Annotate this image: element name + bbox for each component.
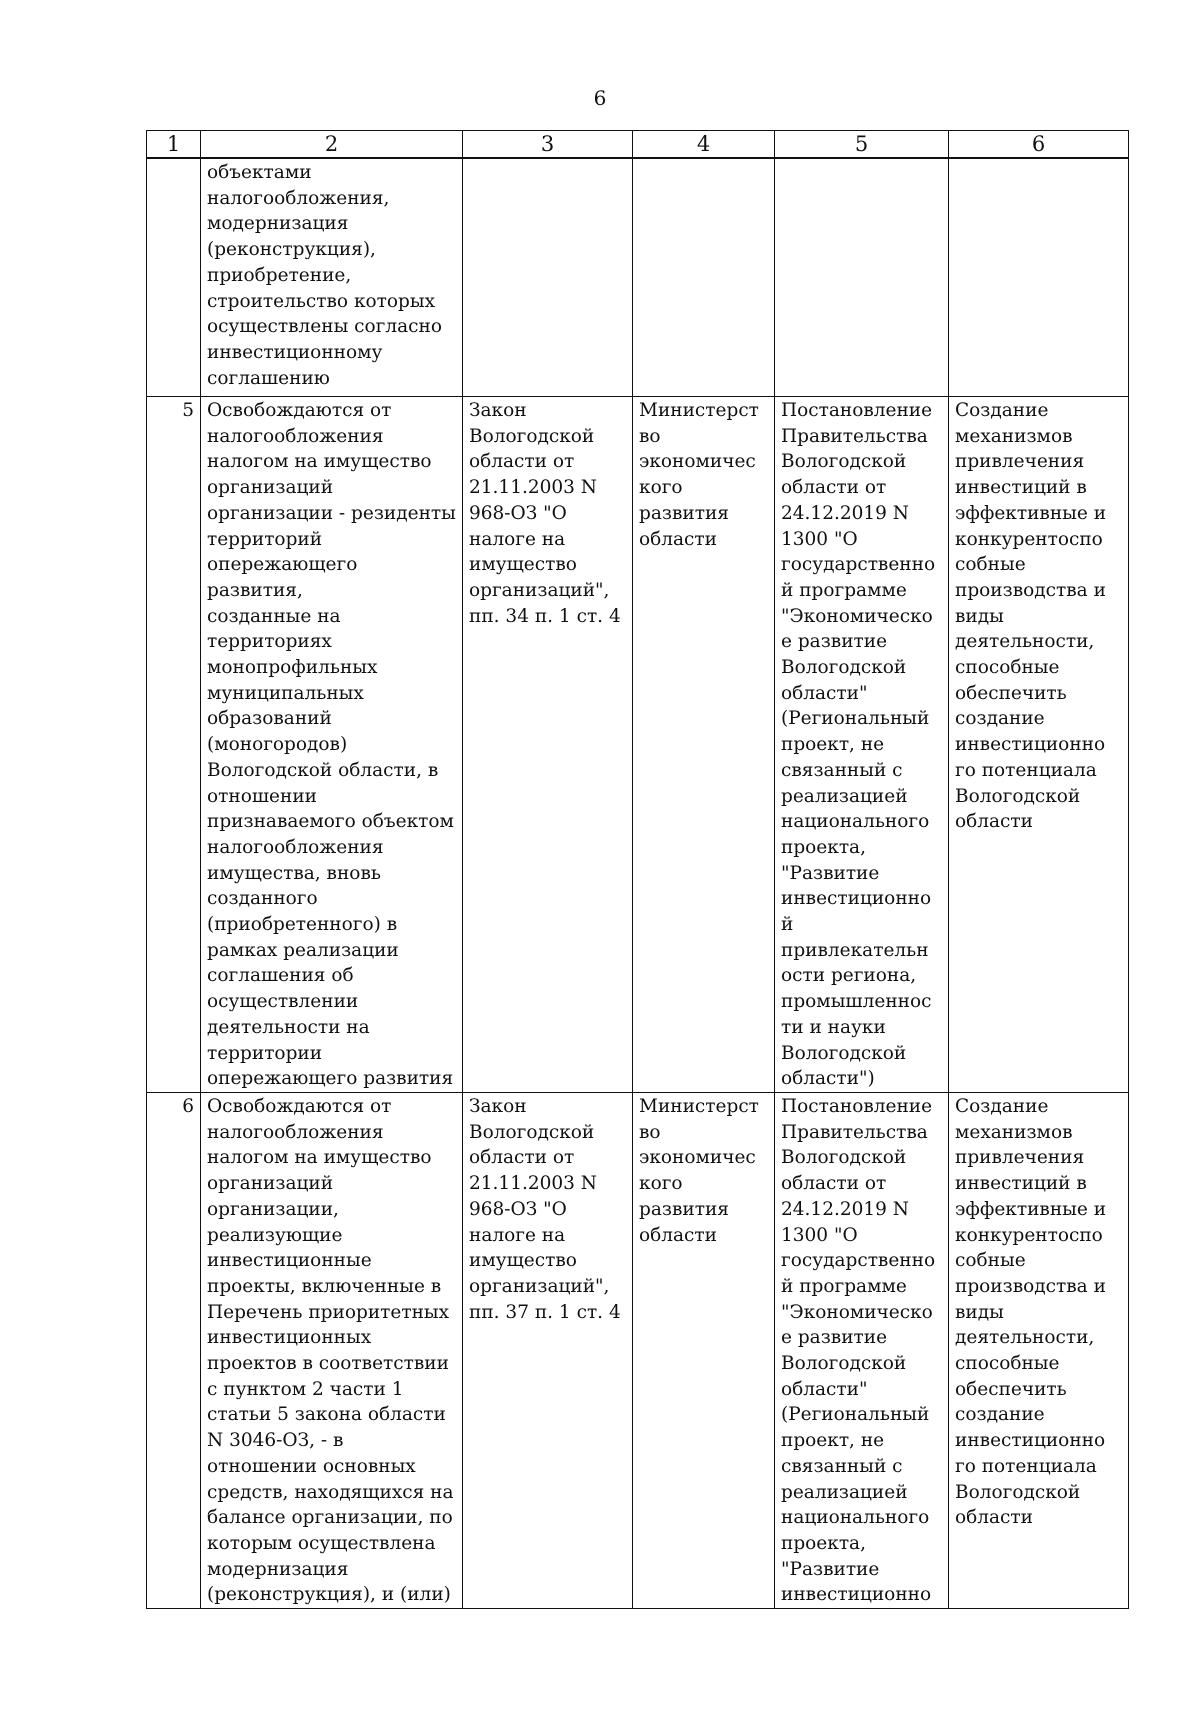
column-number-3: 3 xyxy=(463,131,633,159)
curator xyxy=(633,158,775,397)
column-number-1: 1 xyxy=(147,131,201,159)
legal-basis: Закон Вологодской области от 21.11.2003 N 968-ОЗ "О налоге на имущество организаций", пп. 34 п. 1 ст. 4 xyxy=(463,397,633,1093)
column-number-6: 6 xyxy=(949,131,1129,159)
column-number-2: 2 xyxy=(201,131,463,159)
goal: Создание механизмов привлечения инвестиций в эффективные и конкурентоспо собные производства и виды деятельности, способные обеспечить создание инвестиционно го потенциала Вологодской области xyxy=(949,397,1129,1093)
table-header-row xyxy=(147,131,1129,159)
state-program: Постановление Правительства Вологодской области от 24.12.2019 N 1300 "О государственно й программе "Экономическо е развитие Вологодской области" (Региональный проект, не связанный с реализацией национального проекта, "Развитие инвестиционно й привлекательн ости региона, промышленнос ти и науки Вологодской области") xyxy=(775,397,949,1093)
benefit-description: объектами налогообложения, модернизация (реконструкция), приобретение, строительство которых осуществлены согласно инвестиционному соглашению xyxy=(201,158,463,397)
column-number-5: 5 xyxy=(775,131,949,159)
legal-basis: Закон Вологодской области от 21.11.2003 N 968-ОЗ "О налоге на имущество организаций", пп. 37 п. 1 ст. 4 xyxy=(463,1092,633,1608)
curator: Министерст во экономичес кого развития области xyxy=(633,1092,775,1608)
row-number xyxy=(147,158,201,397)
row-number: 6 xyxy=(147,1092,201,1608)
legal-basis xyxy=(463,158,633,397)
column-number-4: 4 xyxy=(633,131,775,159)
goal xyxy=(949,158,1129,397)
curator: Министерст во экономичес кого развития области xyxy=(633,397,775,1093)
benefits-table xyxy=(146,130,1129,1609)
table-row xyxy=(147,397,1129,1093)
page-number: 6 xyxy=(593,86,607,110)
state-program: Постановление Правительства Вологодской области от 24.12.2019 N 1300 "О государственно й программе "Экономическо е развитие Вологодской области" (Региональный проект, не связанный с реализацией национального проекта, "Развитие инвестиционно xyxy=(775,1092,949,1608)
benefit-description: Освобождаются от налогообложения налогом на имущество организаций организации, реализующие инвестиционные проекты, включенные в Перечень приоритетных инвестиционных проектов в соответствии с пунктом 2 части 1 статьи 5 закона области N 3046-ОЗ, - в отношении основных средств, находящихся на балансе организации, по которым осуществлена модернизация (реконструкция), и (или) xyxy=(201,1092,463,1608)
benefit-description: Освобождаются от налогообложения налогом на имущество организаций организации - резиденты территорий опережающего развития, созданные на территориях монопрофильных муниципальных образований (моногородов) Вологодской области, в отношении признаваемого объектом налогообложения имущества, вновь созданного (приобретенного) в рамках реализации соглашения об осуществлении деятельности на территории опережающего развития xyxy=(201,397,463,1093)
row-number: 5 xyxy=(147,397,201,1093)
table-row xyxy=(147,158,1129,397)
state-program xyxy=(775,158,949,397)
goal: Создание механизмов привлечения инвестиций в эффективные и конкурентоспо собные производства и виды деятельности, способные обеспечить создание инвестиционно го потенциала Вологодской области xyxy=(949,1092,1129,1608)
table-row xyxy=(147,1092,1129,1608)
